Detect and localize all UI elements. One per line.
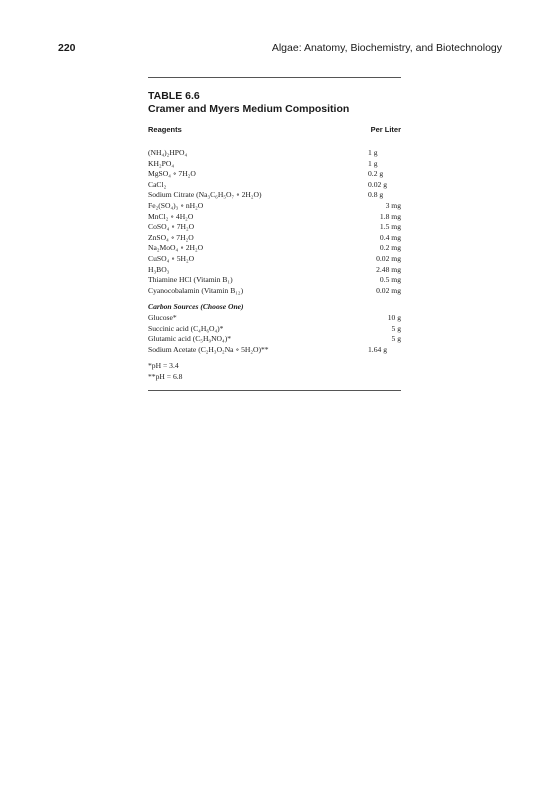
reagent-amount: 0.2 mg bbox=[379, 243, 401, 253]
table-row bbox=[148, 201, 401, 212]
carbon-source-amount: 5 g bbox=[391, 323, 401, 333]
reagent-amount: 0.5 mg bbox=[379, 275, 401, 285]
carbon-source-rows bbox=[148, 313, 401, 355]
reagent-amount: 0.02 g bbox=[368, 179, 387, 189]
carbon-source-amount: 5 g bbox=[391, 334, 401, 344]
table-row bbox=[148, 169, 401, 180]
table-row bbox=[148, 222, 401, 233]
page-number: 220 bbox=[58, 42, 76, 54]
table-row bbox=[148, 233, 401, 244]
reagent-amount: 1.8 mg bbox=[379, 211, 401, 221]
table-row bbox=[148, 243, 401, 254]
reagent-amount: 0.2 g bbox=[368, 169, 384, 179]
reagent-name: Na₂MoO₄ ∘ 2H₂O bbox=[148, 243, 204, 253]
table-row bbox=[148, 254, 401, 265]
table-row bbox=[148, 190, 401, 201]
table-title: Cramer and Myers Medium Composition bbox=[148, 102, 350, 115]
reagent-amount: 0.4 mg bbox=[379, 232, 401, 242]
table-footnotes bbox=[148, 361, 401, 382]
reagent-name: MgSO₄ ∘ 7H₂O bbox=[148, 169, 196, 179]
reagent-amount: 1 g bbox=[368, 148, 378, 157]
reagent-amount: 0.02 mg bbox=[376, 253, 401, 263]
carbon-source-name: Sodium Acetate (C₂H₃O₂Na ∘ 5H₂O)** bbox=[148, 344, 269, 354]
reagent-name: Thiamine HCl (Vitamin B₁) bbox=[148, 275, 233, 285]
table-row bbox=[148, 159, 401, 170]
reagent-name: (NH₄)₂HPO₄ bbox=[148, 148, 188, 157]
reagent-name: MnCl₂ ∘ 4H₂O bbox=[148, 211, 194, 221]
reagent-name: H₃BO₃ bbox=[148, 264, 170, 274]
carbon-source-amount: 10 g bbox=[387, 312, 401, 322]
column-header-per-liter: Per Liter bbox=[370, 125, 401, 134]
reagent-amount: 1.5 mg bbox=[379, 222, 401, 232]
running-head: Algae: Anatomy, Biochemistry, and Biotechnology bbox=[271, 42, 502, 54]
reagent-name: KH₂PO₄ bbox=[148, 158, 174, 168]
top-rule bbox=[148, 77, 401, 78]
reagent-amount: 0.02 mg bbox=[376, 285, 401, 295]
table-row bbox=[148, 265, 401, 276]
carbon-source-amount: 1.64 g bbox=[368, 344, 387, 354]
bottom-rule bbox=[148, 390, 401, 391]
reagent-name: Cyanocobalamin (Vitamin B₁₂) bbox=[148, 285, 244, 295]
table-label: TABLE 6.6 bbox=[148, 90, 200, 102]
column-header-reagents: Reagents bbox=[148, 125, 182, 134]
carbon-source-name: Succinic acid (C₄H₆O₄)* bbox=[148, 323, 224, 333]
reagent-name: CuSO₄ ∘ 5H₂O bbox=[148, 253, 195, 263]
table-row bbox=[148, 334, 401, 345]
reagent-amount: 0.8 g bbox=[368, 190, 384, 200]
table-caption bbox=[148, 90, 401, 115]
reagent-name: CaCl₂ bbox=[148, 179, 167, 189]
reagent-rows bbox=[148, 148, 401, 296]
footnote: *pH = 3.4 bbox=[148, 361, 179, 371]
table-row bbox=[148, 286, 401, 297]
table-block bbox=[148, 77, 401, 391]
footnote: **pH = 6.8 bbox=[148, 371, 183, 381]
table-row bbox=[148, 324, 401, 335]
page-header bbox=[58, 42, 502, 54]
table-row bbox=[148, 275, 401, 286]
carbon-source-name: Glucose* bbox=[148, 312, 177, 322]
reagent-amount: 3 mg bbox=[385, 200, 401, 210]
reagent-name: ZnSO₄ ∘ 7H₂O bbox=[148, 232, 194, 242]
table-row bbox=[148, 345, 401, 356]
reagent-amount: 1 g bbox=[368, 158, 378, 168]
reagent-name: CoSO₄ ∘ 7H₂O bbox=[148, 222, 195, 232]
table-row bbox=[148, 148, 401, 159]
table-row bbox=[148, 313, 401, 324]
carbon-source-name: Glutamic acid (C₅H₉NO₄)* bbox=[148, 334, 232, 344]
carbon-sources-heading: Carbon Sources (Choose One) bbox=[148, 302, 244, 312]
reagent-name: Fe₂(SO₄)₃ ∘ nH₂O bbox=[148, 200, 204, 210]
table-row bbox=[148, 212, 401, 223]
reagent-amount: 2.48 mg bbox=[376, 264, 401, 274]
column-headers bbox=[148, 125, 401, 134]
table-row bbox=[148, 180, 401, 191]
reagent-name: Sodium Citrate (Na₃C₆H₅O₇ ∘ 2H₂O) bbox=[148, 190, 262, 200]
